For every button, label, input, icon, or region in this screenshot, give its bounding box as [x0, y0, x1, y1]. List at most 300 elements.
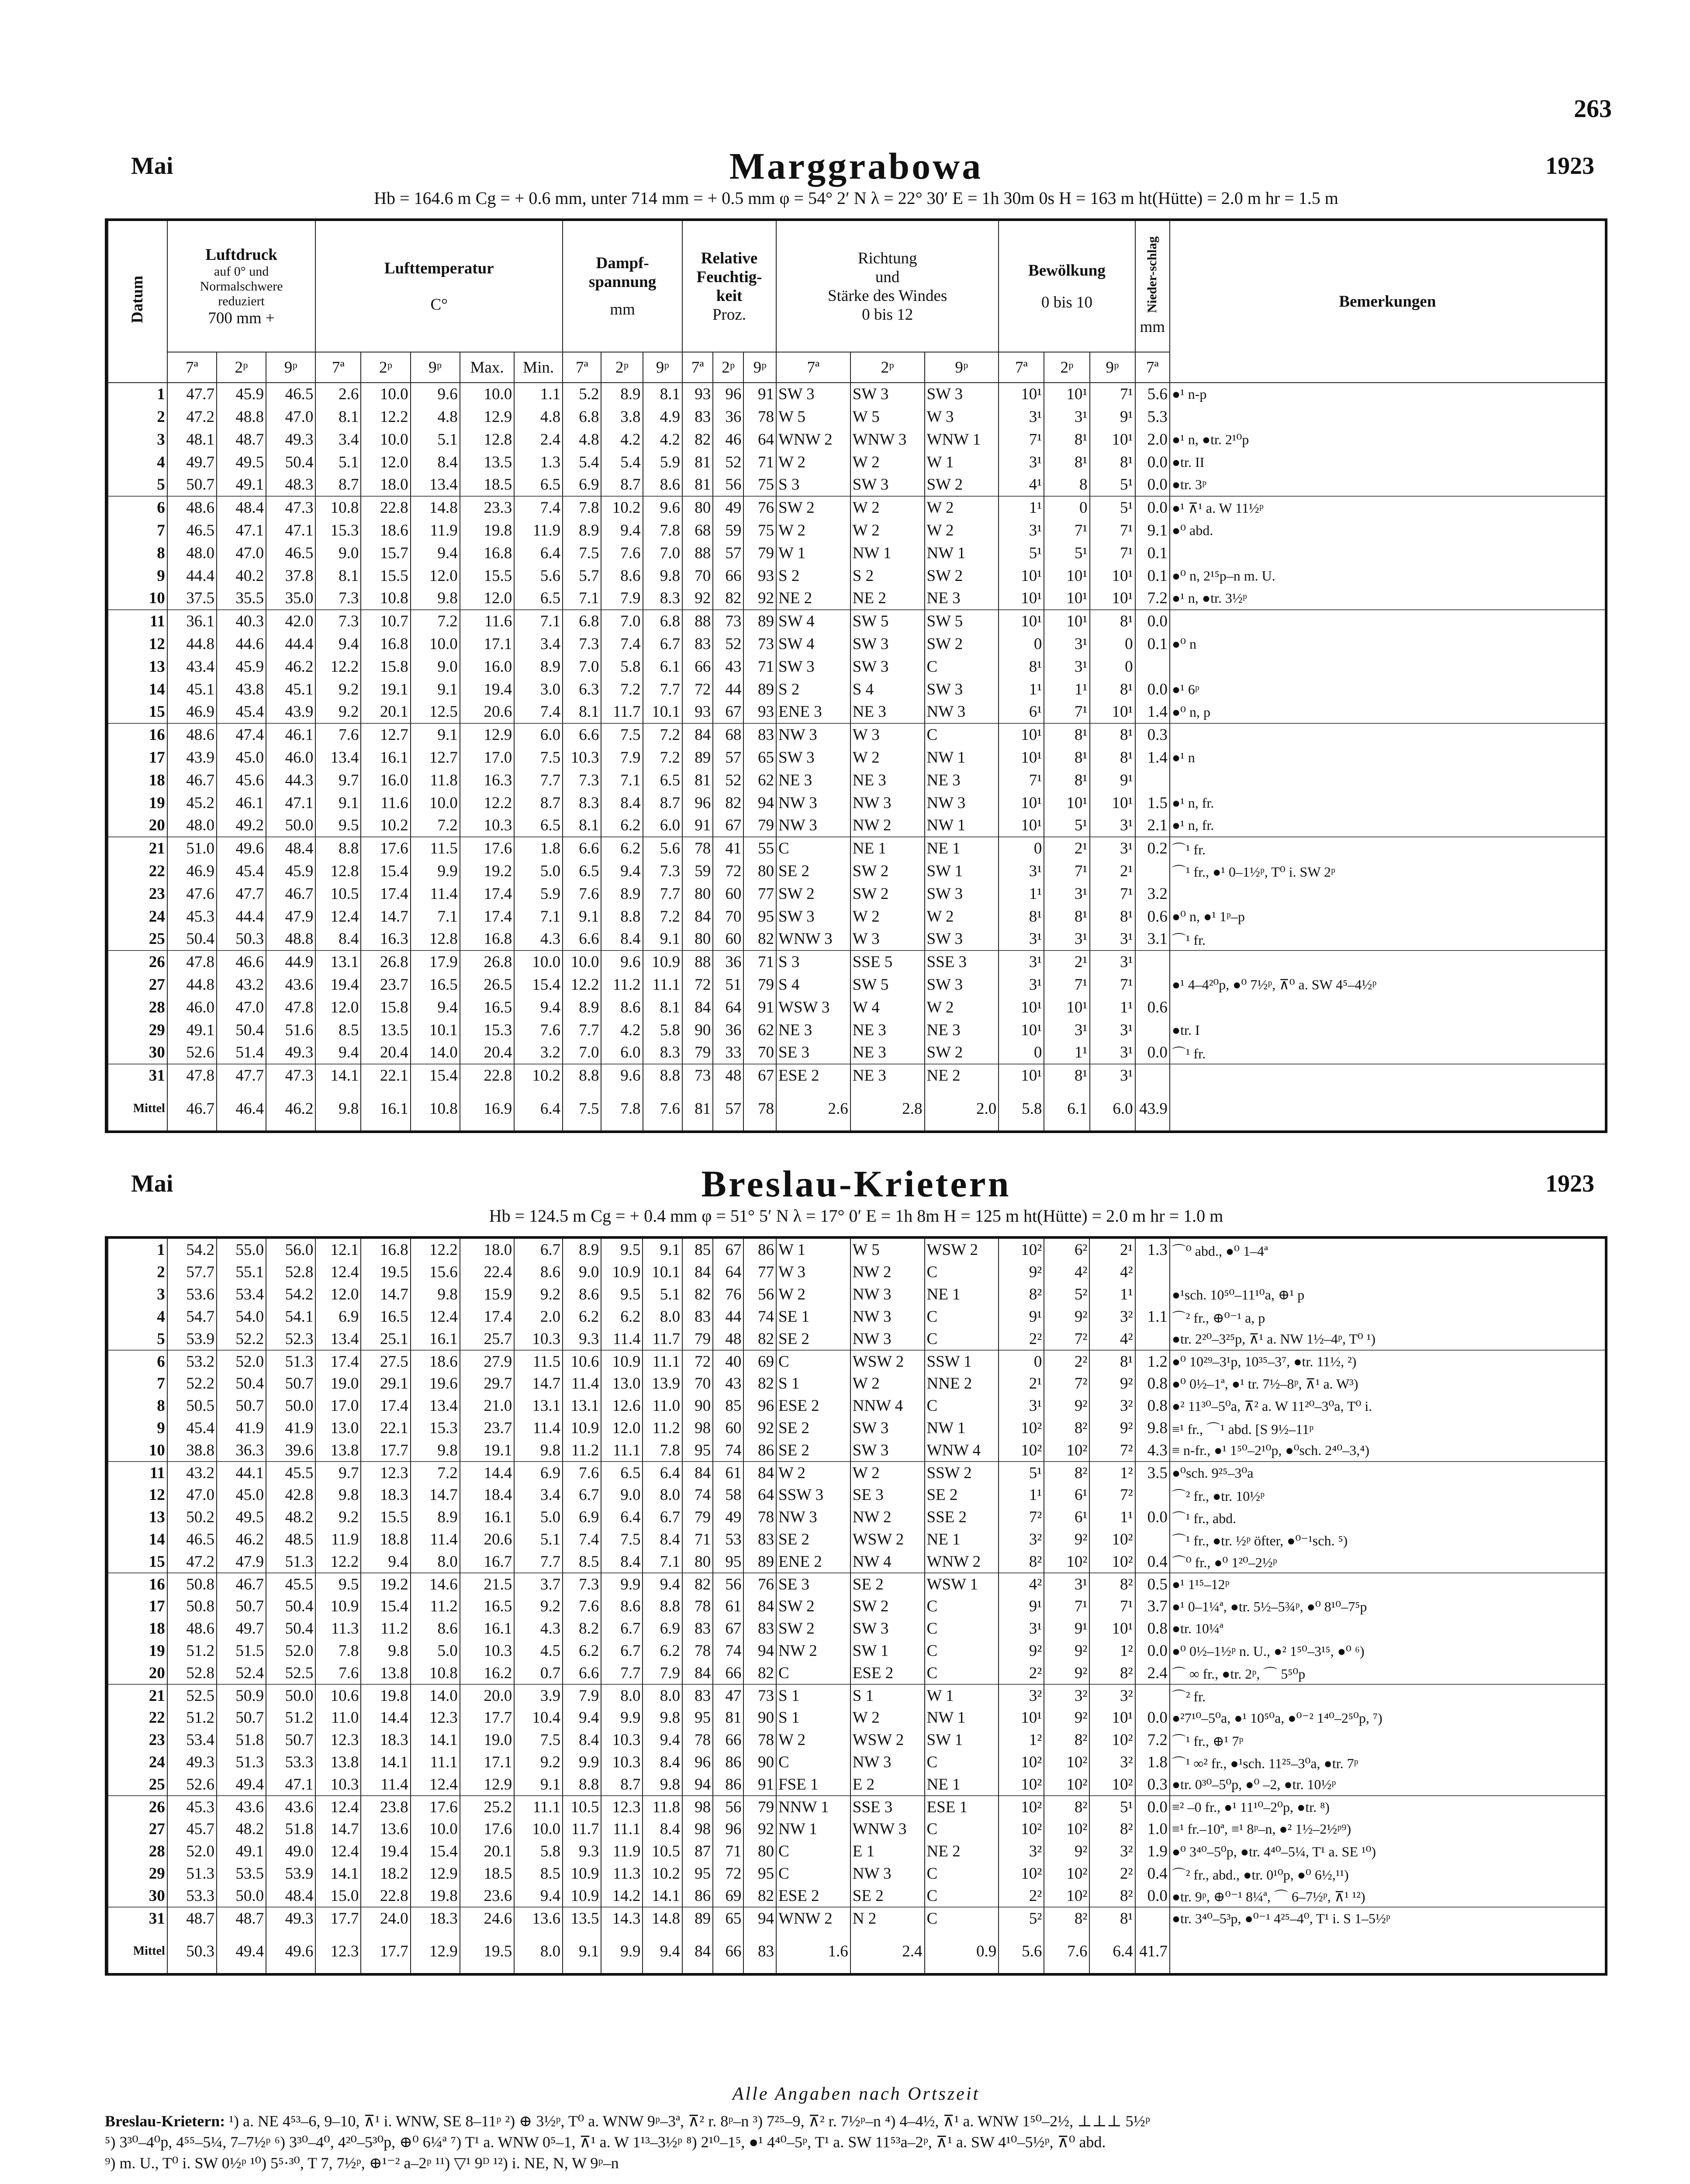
cell-e2: 6.2 [601, 814, 643, 837]
cell-datum: 31 [108, 1907, 167, 1929]
cell-tmax: 12.9 [460, 405, 514, 428]
cell-e9: 8.8 [643, 1064, 683, 1087]
cell-tmin: 9.2 [514, 1283, 563, 1306]
cell-w9: SW 1 [925, 1729, 999, 1751]
cell-n9: 8¹ [1090, 723, 1135, 746]
cell-f9: 93 [743, 564, 776, 587]
cell-p7: 48.1 [167, 428, 217, 451]
cell-f7: 82 [682, 428, 713, 451]
cell-w9: WNW 1 [925, 428, 999, 451]
cell-t9: 18.3 [411, 1907, 460, 1929]
cell-w2: W 2 [850, 496, 925, 519]
cell-p2: 48.8 [217, 405, 266, 428]
cell-f7: 95 [682, 1439, 713, 1462]
cell-bem [1170, 950, 1605, 973]
cell-e9: 5.8 [643, 1019, 683, 1041]
cell-f9: 91 [743, 996, 776, 1019]
cell-t7: 10.6 [315, 1684, 361, 1707]
cell-w2: W 2 [850, 1707, 925, 1729]
cell-w7: S 2 [776, 564, 850, 587]
cell-bem: ●tr. 3ᵖ [1170, 473, 1605, 496]
cell-p9: 46.5 [266, 542, 315, 564]
cell-t9: 10.0 [411, 1818, 460, 1840]
cell-w2: NW 2 [850, 1506, 925, 1528]
cell-n9: 9² [1089, 1417, 1135, 1439]
cell-e2: 8.8 [601, 905, 643, 928]
cell-w9: SSW 1 [925, 1350, 999, 1372]
cell-e2: 8.9 [601, 882, 643, 905]
cell-w9: WNW 4 [925, 1439, 999, 1462]
cell-p2: 50.4 [217, 1019, 266, 1041]
cell-f9: 82 [743, 1372, 776, 1395]
cell-rr: 0.1 [1135, 564, 1170, 587]
cell-t7: 3.4 [315, 428, 361, 451]
cell-tmax: 16.8 [460, 542, 514, 564]
cell-w2: SW 3 [850, 1417, 925, 1439]
cell-tmax: 20.1 [460, 1840, 514, 1863]
cell-f2: 48 [713, 1328, 743, 1350]
cell-n2: 3² [1044, 1684, 1089, 1707]
cell-f9: 83 [743, 1617, 776, 1640]
cell-bem: ●¹ 4–4²⁰p, ●⁰ 7½ᵖ, ⊼⁰ a. SW 4⁵–4½ᵖ [1170, 973, 1605, 996]
cell-w7: S 3 [776, 950, 850, 973]
col-bewoelkung: Bewölkung 0 bis 10 [999, 221, 1135, 352]
cell-t7: 12.0 [315, 996, 361, 1019]
cell-e2: 7.9 [601, 746, 643, 769]
cell-w7: S 1 [776, 1707, 850, 1729]
cell-tmax: 16.0 [460, 655, 514, 678]
col-niederschlag: Nieder-schlag mm [1135, 221, 1170, 352]
cell-e9: 7.7 [643, 882, 683, 905]
cell-tmax: 21.5 [460, 1573, 514, 1595]
cell-p9: 49.3 [266, 428, 315, 451]
cell-n9: 7¹ [1089, 1595, 1135, 1617]
cell-e2: 7.6 [601, 542, 643, 564]
table-row [108, 564, 1605, 587]
cell-tmax: 23.6 [460, 1885, 514, 1907]
cell-f9: 84 [743, 1595, 776, 1617]
cell-tmax: 20.6 [460, 701, 514, 723]
cell-e2: 11.9 [601, 1840, 643, 1863]
table-row [108, 769, 1605, 791]
cell-f2: 40 [713, 1350, 743, 1372]
cell-tmin: 11.5 [514, 1350, 563, 1372]
cell-p2: 44.6 [217, 632, 266, 655]
cell-e7: 7.0 [563, 1041, 601, 1064]
cell-tmin: 7.5 [514, 1729, 563, 1751]
cell-tmax: 19.2 [460, 860, 514, 882]
cell-p9: 42.0 [266, 610, 315, 632]
cell-datum: 18 [108, 1617, 167, 1640]
cell-f9: 79 [743, 814, 776, 837]
cell-datum: 27 [108, 973, 167, 996]
cell-f7: 81 [682, 473, 713, 496]
cell-bem: ●¹ n [1170, 746, 1605, 769]
cell-t9: 9.8 [411, 1283, 460, 1306]
cell-t9: 9.6 [411, 383, 460, 405]
cell-p2: 49.1 [217, 1840, 266, 1863]
cell-w9: NE 3 [925, 769, 999, 791]
cell-p7: 43.4 [167, 655, 217, 678]
cell-tmax: 10.3 [460, 814, 514, 837]
cell-n2: 9² [1044, 1395, 1089, 1417]
cell-t2: 19.8 [361, 1684, 410, 1707]
cell-p7: 46.5 [167, 519, 217, 542]
cell-datum: 13 [108, 1506, 167, 1528]
cell-n7: 0 [999, 837, 1044, 860]
cell-p7: 54.7 [167, 1306, 217, 1328]
cell-datum: 6 [108, 496, 167, 519]
cell-tmin: 3.4 [514, 1484, 563, 1506]
cell-e7: 8.5 [563, 1551, 601, 1573]
cell-p9: 35.0 [266, 587, 315, 610]
cell-e2: 12.6 [601, 1395, 643, 1417]
cell-p9: 46.1 [266, 723, 315, 746]
cell-n2: 7¹ [1044, 1595, 1089, 1617]
cell-e7: 8.1 [563, 814, 601, 837]
cell-e9: 9.8 [643, 1707, 682, 1729]
cell-p7: 36.1 [167, 610, 217, 632]
cell-n7: 9¹ [999, 1595, 1044, 1617]
cell-p2: 50.7 [217, 1395, 266, 1417]
cell-f9: 78 [743, 1729, 776, 1751]
cell-t9: 11.5 [411, 837, 460, 860]
cell-tmax: 26.8 [460, 950, 514, 973]
cell-p7: 48.0 [167, 814, 217, 837]
cell-t7: 9.7 [315, 1462, 361, 1484]
cell-n9: 0 [1090, 655, 1135, 678]
cell-p9: 39.6 [266, 1439, 315, 1462]
cell-w7: SW 3 [776, 383, 850, 405]
cell-n9: 8¹ [1090, 905, 1135, 928]
cell-rr: 43.9 [1135, 1087, 1170, 1130]
cell-p2: 53.5 [217, 1863, 266, 1885]
cell-p2: 44.4 [217, 905, 266, 928]
cell-w9: W 3 [925, 405, 999, 428]
weather-data-table [107, 1239, 1605, 1973]
cell-tmax: 19.0 [460, 1729, 514, 1751]
cell-t2: 12.0 [361, 451, 410, 473]
cell-p2: 51.4 [217, 1041, 266, 1064]
cell-datum: 30 [108, 1041, 167, 1064]
cell-e9: 6.1 [643, 655, 683, 678]
cell-p9: 47.8 [266, 996, 315, 1019]
cell-datum: Mittel [108, 1929, 167, 1973]
cell-p7: 53.4 [167, 1729, 217, 1751]
cell-f7: 84 [682, 1662, 713, 1684]
cell-rr: 0.0 [1135, 1640, 1170, 1662]
cell-p2: 47.7 [217, 1064, 266, 1087]
cell-w2: NW 3 [850, 1863, 925, 1885]
table-row [108, 1328, 1605, 1350]
cell-w7: SW 2 [776, 1617, 850, 1640]
cell-p7: 47.7 [167, 383, 217, 405]
cell-w9: W 2 [925, 519, 999, 542]
cell-t7: 13.0 [315, 1417, 361, 1439]
cell-tmin: 3.0 [514, 678, 563, 701]
cell-bem: ⌒¹ fr. [1170, 928, 1605, 950]
cell-tmin: 3.4 [514, 632, 563, 655]
cell-t2: 16.8 [361, 1239, 410, 1261]
table-row [108, 1484, 1605, 1506]
cell-e7: 7.9 [563, 1684, 601, 1707]
cell-t7: 7.6 [315, 723, 361, 746]
table-row [108, 655, 1605, 678]
cell-w2: NW 3 [850, 791, 925, 814]
cell-t9: 5.0 [411, 1640, 460, 1662]
cell-datum: 26 [108, 1796, 167, 1818]
cell-e2: 7.4 [601, 632, 643, 655]
cell-e9: 9.8 [643, 564, 683, 587]
cell-tmax: 23.7 [460, 1417, 514, 1439]
table-row [108, 1395, 1605, 1417]
cell-n2: 10¹ [1044, 564, 1089, 587]
cell-p9: 52.0 [266, 1640, 315, 1662]
cell-e7: 9.3 [563, 1840, 601, 1863]
cell-t9: 9.4 [411, 996, 460, 1019]
cell-n9: 5¹ [1090, 496, 1135, 519]
cell-f2: 69 [713, 1885, 743, 1907]
cell-n2: 8² [1044, 1729, 1089, 1751]
cell-e2: 6.0 [601, 1041, 643, 1064]
cell-n7: 10¹ [999, 1019, 1044, 1041]
cell-tmin: 7.4 [514, 701, 563, 723]
cell-p7: 45.3 [167, 905, 217, 928]
cell-n7: 9¹ [999, 1306, 1044, 1328]
cell-f9: 90 [743, 1707, 776, 1729]
cell-w2: NE 3 [850, 1041, 925, 1064]
cell-p7: 44.8 [167, 973, 217, 996]
cell-rr: 2.1 [1135, 814, 1170, 837]
cell-f2: 96 [713, 383, 743, 405]
cell-datum: 12 [108, 632, 167, 655]
cell-bem: ≡² –0 fr., ●¹ 11¹⁰–2⁰p, ●tr. ⁸) [1170, 1796, 1605, 1818]
cell-t7: 17.7 [315, 1907, 361, 1929]
cell-rr: 1.0 [1135, 1818, 1170, 1840]
cell-p2: 35.5 [217, 587, 266, 610]
cell-w9: NW 3 [925, 701, 999, 723]
cell-e7: 4.8 [563, 428, 601, 451]
cell-f2: 66 [713, 564, 743, 587]
cell-f2: 56 [713, 473, 743, 496]
cell-p2: 53.4 [217, 1283, 266, 1306]
cell-f9: 92 [743, 587, 776, 610]
cell-w7: NNW 1 [776, 1796, 850, 1818]
cell-e2: 4.2 [601, 428, 643, 451]
cell-f7: 79 [682, 1041, 713, 1064]
cell-tmin: 3.2 [514, 1041, 563, 1064]
cell-n9: 4² [1089, 1261, 1135, 1283]
cell-e2: 11.7 [601, 701, 643, 723]
cell-w9: SW 2 [925, 473, 999, 496]
cell-p9: 48.4 [266, 1885, 315, 1907]
cell-f9: 86 [743, 1439, 776, 1462]
cell-f7: 82 [682, 1573, 713, 1595]
cell-t7: 5.1 [315, 451, 361, 473]
cell-f7: 84 [682, 905, 713, 928]
cell-rr: 0.0 [1135, 1041, 1170, 1064]
cell-datum: 28 [108, 1840, 167, 1863]
cell-p9: 48.5 [266, 1528, 315, 1551]
cell-t9: 10.8 [411, 1087, 460, 1130]
cell-f2: 72 [713, 860, 743, 882]
cell-w2: NE 3 [850, 769, 925, 791]
cell-t7: 17.4 [315, 1350, 361, 1372]
cell-bem: ●⁰ n [1170, 632, 1605, 655]
cell-n7: 1² [999, 1729, 1044, 1751]
cell-datum: 7 [108, 1372, 167, 1395]
cell-p9: 49.0 [266, 1840, 315, 1863]
cell-p2: 50.3 [217, 928, 266, 950]
cell-p2: 50.7 [217, 1595, 266, 1617]
cell-e7: 9.1 [563, 905, 601, 928]
station-constants: Hb = 164.6 m Cg = + 0.6 mm, unter 714 mm = + 0.5 mm φ = 54° 2′ N λ = 22° 30′ E = 1h 30m 0s H = 163 m ht(Hütte) = 2.0 m hr = 1.5 m [374, 188, 1338, 208]
cell-t2: 19.1 [361, 678, 410, 701]
cell-datum: 24 [108, 905, 167, 928]
cell-t7: 9.4 [315, 632, 361, 655]
station-section-marggrabowa [105, 144, 1607, 1133]
station-name: Marggrabowa [729, 145, 983, 187]
cell-tmin: 4.3 [514, 1617, 563, 1640]
cell-n9: 8¹ [1090, 746, 1135, 769]
footnote-line: Breslau-Krietern: ¹) a. NE 4⁵³–6, 9–10, ⊼¹ i. WNW, SE 8–11ᵖ ²) ⊕ 3½ᵖ, T⁰ a. WNW 9ᵖ–3ª, ⊼² r. 8ᵖ–n ³) 7²⁵–9, ⊼² r. 7½ᵖ–n ⁴) 4–4½, ⊼¹ a. WNW 1⁵⁰–2½, ⊥⊥⊥ 5½ᵖ [105, 2112, 1150, 2130]
cell-f9: 76 [743, 1573, 776, 1595]
cell-w7: ESE 2 [776, 1395, 850, 1417]
table-row [108, 860, 1605, 882]
cell-f7: 90 [682, 1395, 713, 1417]
cell-n2: 6¹ [1044, 1506, 1089, 1528]
cell-n7: 10² [999, 1751, 1044, 1773]
cell-n7: 8¹ [999, 905, 1044, 928]
cell-f9: 82 [743, 1885, 776, 1907]
cell-p9: 50.4 [266, 1595, 315, 1617]
cell-e7: 9.3 [563, 1328, 601, 1350]
cell-bem: ●¹ n, ●tr. 2¹⁰p [1170, 428, 1605, 451]
cell-e7: 6.6 [563, 928, 601, 950]
cell-f7: 84 [682, 1261, 713, 1283]
cell-datum: 31 [108, 1064, 167, 1087]
cell-n9: 0 [1090, 632, 1135, 655]
cell-e2: 9.5 [601, 1283, 643, 1306]
cell-bem: ⌒² fr. [1170, 1684, 1605, 1707]
cell-rr: 1.3 [1135, 1239, 1170, 1261]
cell-p7: 53.3 [167, 1885, 217, 1907]
cell-n9: 7² [1089, 1484, 1135, 1506]
cell-w7: NW 3 [776, 723, 850, 746]
weather-data-table [107, 221, 1605, 1130]
cell-p9: 46.2 [266, 1087, 315, 1130]
cell-n9: 2² [1089, 1863, 1135, 1885]
col-wind: Richtung und Stärke des Windes 0 bis 12 [776, 221, 999, 352]
cell-rr: 3.1 [1135, 928, 1170, 950]
cell-w7: NW 2 [776, 1640, 850, 1662]
cell-f2: 73 [713, 610, 743, 632]
cell-w9: SW 3 [925, 882, 999, 905]
cell-e9: 6.2 [643, 1640, 682, 1662]
cell-n2: 5² [1044, 1283, 1089, 1306]
cell-p9: 45.9 [266, 860, 315, 882]
cell-bem: ⌒¹ ∞² fr., ●¹sch. 11²⁵–3⁰a, ●tr. 7ᵖ [1170, 1751, 1605, 1773]
cell-e2: 7.0 [601, 610, 643, 632]
cell-datum: 9 [108, 1417, 167, 1439]
cell-p7: 47.8 [167, 1064, 217, 1087]
cell-tmin: 11.1 [514, 1796, 563, 1818]
cell-w2: NE 1 [850, 837, 925, 860]
cell-f9: 64 [743, 428, 776, 451]
cell-n7: 1¹ [999, 496, 1044, 519]
cell-e2: 8.4 [601, 1551, 643, 1573]
cell-datum: 1 [108, 383, 167, 405]
table-row [108, 1907, 1605, 1929]
cell-w2: WSW 2 [850, 1528, 925, 1551]
cell-p9: 51.8 [266, 1818, 315, 1840]
cell-t7: 9.2 [315, 1506, 361, 1528]
cell-p7: 52.6 [167, 1041, 217, 1064]
cell-n7: 9² [999, 1261, 1044, 1283]
cell-p7: 47.2 [167, 1551, 217, 1573]
cell-p2: 50.9 [217, 1684, 266, 1707]
cell-p7: 50.2 [167, 1506, 217, 1528]
cell-t2: 20.1 [361, 701, 410, 723]
cell-t2: 15.5 [361, 1506, 410, 1528]
cell-n9: 8¹ [1090, 610, 1135, 632]
cell-e2: 11.3 [601, 1863, 643, 1885]
cell-p9: 37.8 [266, 564, 315, 587]
cell-e7: 7.0 [563, 655, 601, 678]
cell-e7: 8.9 [563, 1239, 601, 1261]
cell-n2: 3¹ [1044, 928, 1089, 950]
cell-t2: 22.8 [361, 496, 410, 519]
cell-n7: 10² [999, 1439, 1044, 1462]
cell-p2: 49.4 [217, 1929, 266, 1973]
station-year: 1923 [1545, 1170, 1594, 1197]
cell-e7: 10.0 [563, 950, 601, 973]
cell-t7: 9.4 [315, 1041, 361, 1064]
cell-n2: 10² [1044, 1818, 1089, 1840]
cell-n9: 8¹ [1090, 678, 1135, 701]
cell-e2: 4.2 [601, 1019, 643, 1041]
cell-p2: 43.2 [217, 973, 266, 996]
cell-bem: ●tr. 9ᵖ, ⊕⁰⁻¹ 8¼ª, ⌒ 6–7½ᵖ, ⊼¹ ¹²) [1170, 1885, 1605, 1907]
cell-e2: 5.4 [601, 451, 643, 473]
cell-n2: 10¹ [1044, 587, 1089, 610]
cell-w2: SW 5 [850, 610, 925, 632]
cell-tmin: 9.1 [514, 1773, 563, 1796]
cell-e9: 6.8 [643, 610, 683, 632]
cell-n7: 5¹ [999, 1462, 1044, 1484]
cell-tmin: 5.8 [514, 1840, 563, 1863]
cell-e9: 4.9 [643, 405, 683, 428]
cell-w9: C [925, 1617, 999, 1640]
cell-bem: ●⁰ abd. [1170, 519, 1605, 542]
cell-n7: 10¹ [999, 564, 1044, 587]
cell-w2: NW 3 [850, 1306, 925, 1328]
cell-t7: 10.5 [315, 882, 361, 905]
cell-bem: ●¹ n, fr. [1170, 814, 1605, 837]
cell-n9: 8¹ [1089, 1907, 1135, 1929]
cell-bem: ●¹sch. 10⁵⁰–11¹⁰a, ⊕¹ p [1170, 1283, 1605, 1306]
table-row [108, 473, 1605, 496]
cell-n7: 10¹ [999, 383, 1044, 405]
cell-w2: W 2 [850, 1372, 925, 1395]
cell-n2: 0 [1044, 496, 1089, 519]
cell-n7: 5.6 [999, 1929, 1044, 1973]
table-row [108, 723, 1605, 746]
cell-tmin: 5.1 [514, 1528, 563, 1551]
cell-n2: 3¹ [1044, 882, 1089, 905]
cell-rr [1135, 769, 1170, 791]
cell-p7: 46.9 [167, 860, 217, 882]
